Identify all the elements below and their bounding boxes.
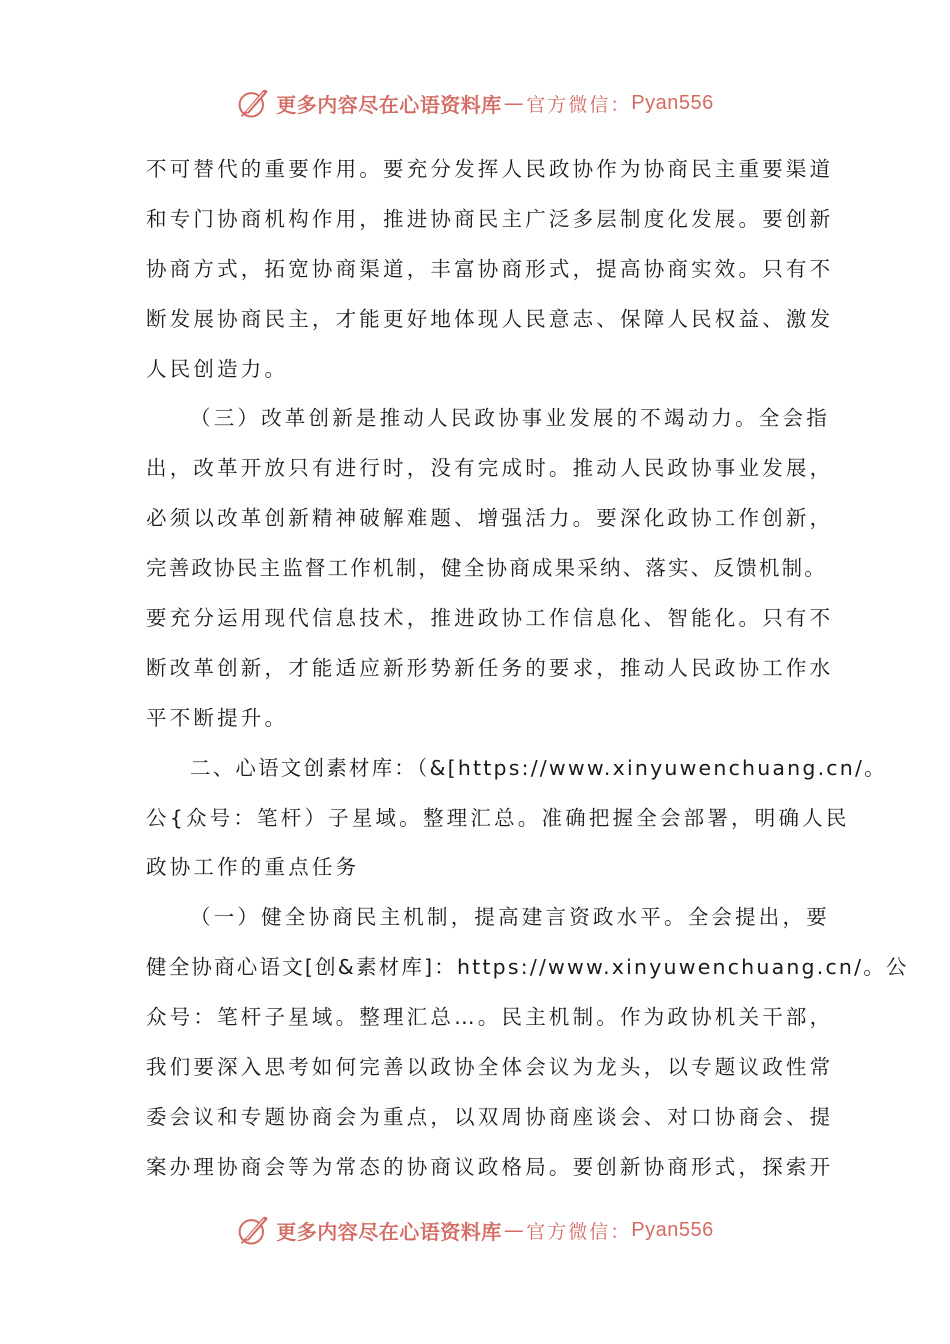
text-line: 案办理协商会等为常态的协商议政格局。要创新协商形式，探索开 <box>146 1154 834 1179</box>
banner-dash: — <box>503 1218 525 1242</box>
quill-pen-logo-icon <box>236 85 272 121</box>
header-watermark-banner <box>0 83 950 123</box>
text-line: 平不断提升。 <box>146 705 289 730</box>
text-line: 断发展协商民主，才能更好地体现人民意志、保障人民权益、激发 <box>146 306 834 331</box>
text-line: 协商方式，拓宽协商渠道，丰富协商形式，提高协商实效。只有不 <box>146 256 834 281</box>
brand-text: 更多内容尽在心语资料库 <box>276 92 502 117</box>
paragraph-1 <box>146 145 834 394</box>
paragraph-3 <box>146 744 887 894</box>
text-line: 政协工作的重点任务 <box>146 855 360 880</box>
text-line: 公{众号：笔杆）子星域。整理汇总。准确把握全会部署，明确人民 <box>146 805 850 830</box>
text-line: 和专门协商机构作用，推进协商民主广泛多层制度化发展。要创新 <box>146 206 834 231</box>
text-line: 健全协商心语文[创&素材库]：https://www.xinyuwenchuang.cn/。公 <box>146 955 909 980</box>
text-line: 不可替代的重要作用。要充分发挥人民政协作为协商民主重要渠道 <box>146 157 834 181</box>
official-wechat-label: 官方微信： <box>526 93 632 116</box>
text-line: 人民创造力。 <box>146 356 289 381</box>
quill-pen-logo-icon <box>236 1212 272 1248</box>
paragraph-4 <box>146 893 909 1192</box>
text-line: 要充分运用现代信息技术，推进政协工作信息化、智能化。只有不 <box>146 606 834 631</box>
banner-dash: — <box>503 91 525 115</box>
brand-text: 更多内容尽在心语资料库 <box>276 1219 502 1244</box>
text-line: （三）改革创新是推动人民政协事业发展的不竭动力。全会指 <box>190 406 830 431</box>
text-line: 二、心语文创素材库：（&[https://www.xinyuwenchuang.cn/。 <box>190 755 887 780</box>
text-line: 委会议和专题协商会为重点，以双周协商座谈会、对口协商会、提 <box>146 1104 834 1129</box>
wechat-id: Pyan556 <box>631 91 714 114</box>
text-line: 我们要深入思考如何完善以政协全体会议为龙头，以专题议政性常 <box>146 1055 834 1080</box>
text-line: 必须以改革创新精神破解难题、增强活力。要深化政协工作创新， <box>146 506 834 531</box>
paragraph-2 <box>146 394 834 743</box>
text-line: 出，改革开放只有进行时，没有完成时。推动人民政协事业发展， <box>146 456 834 481</box>
text-line: 众号：笔杆子星域。整理汇总…。民主机制。作为政协机关干部， <box>146 1005 834 1030</box>
wechat-id: Pyan556 <box>631 1218 714 1241</box>
document-body <box>146 145 909 1193</box>
footer-watermark-banner <box>0 1210 950 1250</box>
official-wechat-label: 官方微信： <box>526 1220 632 1243</box>
text-line: （一）健全协商民主机制，提高建言资政水平。全会提出，要 <box>190 905 830 930</box>
text-line: 完善政协民主监督工作机制，健全协商成果采纳、落实、反馈机制。 <box>146 556 827 581</box>
text-line: 断改革创新，才能适应新形势新任务的要求，推动人民政协工作水 <box>146 655 834 680</box>
